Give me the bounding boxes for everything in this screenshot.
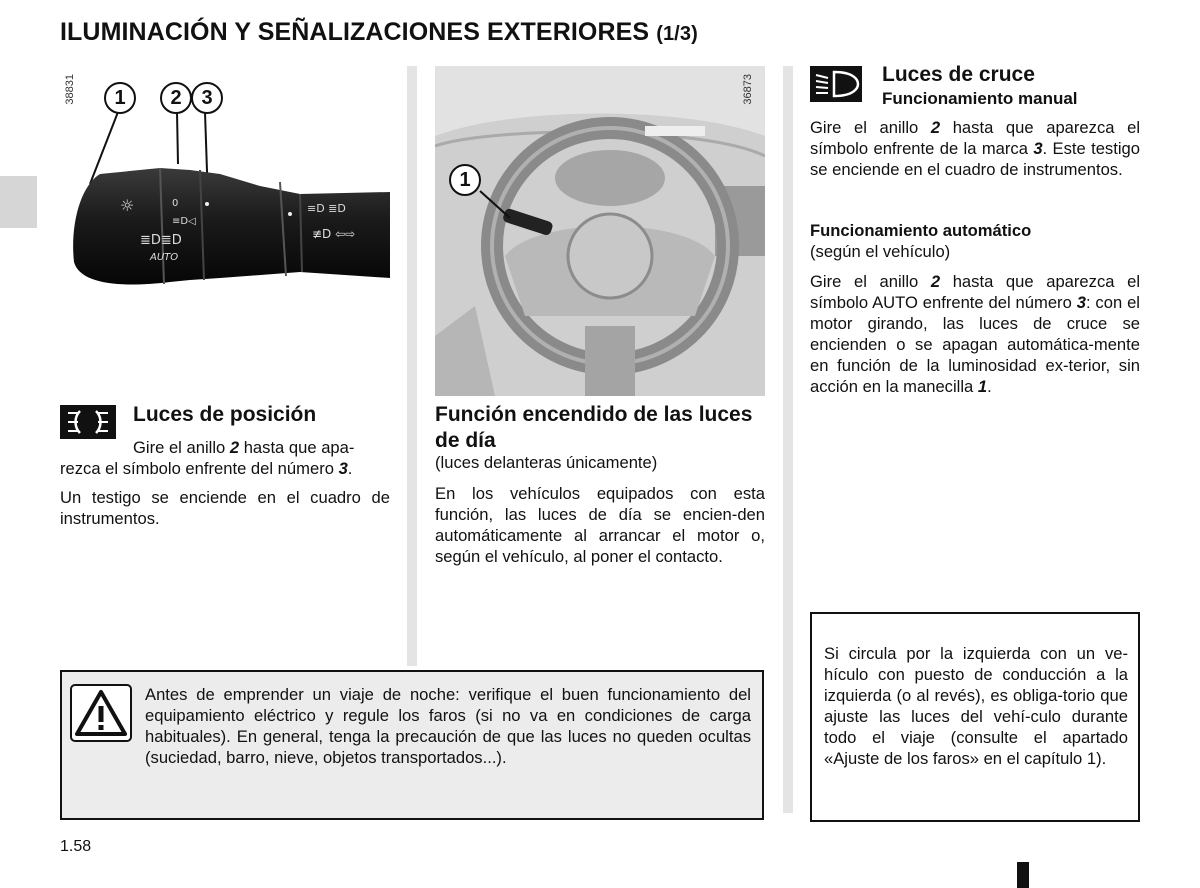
text-run: Gire el anillo (810, 118, 931, 137)
page-edge-marker (1017, 862, 1029, 888)
section-heading-daytime-lights: Función encendido de las luces de día (435, 403, 753, 452)
automatic-operation-paragraph (810, 271, 1140, 397)
dashboard-figure (435, 66, 765, 396)
note-box (810, 612, 1140, 822)
text-run: : con el motor girando, las luces de cruce se encienden o se apagan automática-mente en función de la luminosidad ex-terior, sin acción en la manecilla (810, 293, 1140, 396)
callout-1: 1 (449, 164, 481, 196)
position-lights-indicator-paragraph: Un testigo se enciende en el cuadro de instrumentos. (60, 488, 390, 528)
mark-number: 3 (338, 459, 348, 478)
callout-2: 2 (160, 82, 192, 114)
ring-number: 2 (930, 272, 941, 291)
text-run: . (347, 459, 353, 478)
page-title (60, 18, 698, 47)
stalk-number: 1 (977, 377, 988, 396)
svg-text:≡D◁: ≡D◁ (172, 216, 196, 227)
text-run: hasta que aparezca el símbolo AUTO enfrente del número (810, 272, 1141, 312)
svg-text:≣D≣D: ≣D≣D (140, 233, 182, 248)
text-run: hasta que apa- (239, 438, 355, 457)
svg-text:≢D ⇦⇨: ≢D ⇦⇨ (312, 227, 356, 241)
text-run: Gire el anillo (133, 438, 230, 457)
text-run: hasta que aparezca el símbolo enfrente de la marca (810, 118, 1141, 158)
svg-text:0: 0 (172, 198, 179, 209)
text-run: rezca el símbolo enfrente del número (60, 459, 339, 478)
note-text: Si circula por la izquierda con un ve-hículo con puesto de conducción a la izquierda (o al revés), es obliga-torio que ajuste las luces del vehí-culo durante todo el viaje (consulte el apartado «Ajuste de los faros» en el capítulo 1). (824, 644, 1128, 768)
title-text: ILUMINACIÓN Y SEÑALIZACIONES EXTERIORES (60, 18, 650, 46)
section-heading-position-lights: Luces de posición (133, 403, 317, 426)
chapter-tab (0, 176, 37, 228)
manual-operation-paragraph (810, 117, 1140, 180)
ring-number: 2 (229, 438, 240, 457)
title-page-suffix: (1/3) (656, 23, 698, 45)
sidelights-icon (60, 405, 116, 439)
section-heading-dipped-beam: Luces de cruce (882, 63, 1035, 86)
callout-3: 3 (191, 82, 223, 114)
manual-operation-heading: Funcionamiento manual (882, 89, 1078, 108)
callout-1: 1 (104, 82, 136, 114)
svg-text:☼: ☼ (120, 196, 135, 215)
stalk-figure (60, 66, 390, 396)
automatic-operation-heading: Funcionamiento automático (810, 221, 1032, 240)
figure-reference: 38831 (64, 74, 76, 105)
warning-text: Antes de emprender un viaje de noche: verifique el buen funcionamiento del equipamiento eléctrico y regule los faros (si no va en condiciones de carga habituales). En general, tenga la precaución de que las luces no queden ocultas (suciedad, barro, nieve, objetos transportados...). (145, 685, 751, 767)
warning-triangle-icon (70, 684, 132, 742)
column-divider-right (783, 66, 793, 813)
dipped-beam-icon (810, 66, 862, 102)
column-divider-left (407, 66, 417, 666)
mark-number: 3 (1033, 139, 1043, 158)
svg-text:≡D ≣D: ≡D ≣D (307, 202, 346, 215)
daytime-lights-subtitle: (luces delanteras únicamente) (435, 453, 658, 472)
position-lights-paragraph (60, 437, 390, 479)
ring-number: 2 (930, 118, 941, 137)
steering-wheel-illustration (435, 66, 765, 396)
ring-auto-label: AUTO (150, 252, 179, 263)
text-run: Gire el anillo (810, 272, 931, 291)
mark-number: 3 (1076, 293, 1086, 312)
figure-reference: 36873 (742, 74, 754, 105)
text-run: . (987, 377, 992, 396)
automatic-operation-subtitle: (según el vehículo) (810, 242, 951, 261)
page-number: 1.58 (60, 838, 92, 855)
text-run: . Este testigo se enciende en el cuadro de instrumentos. (810, 139, 1140, 179)
daytime-lights-paragraph: En los vehículos equipados con esta función, las luces de día se encien-den automáticamente al arrancar el motor o, según el vehículo, al poner el contacto. (435, 484, 765, 566)
stalk-illustration (60, 66, 390, 396)
warning-box (60, 670, 764, 820)
